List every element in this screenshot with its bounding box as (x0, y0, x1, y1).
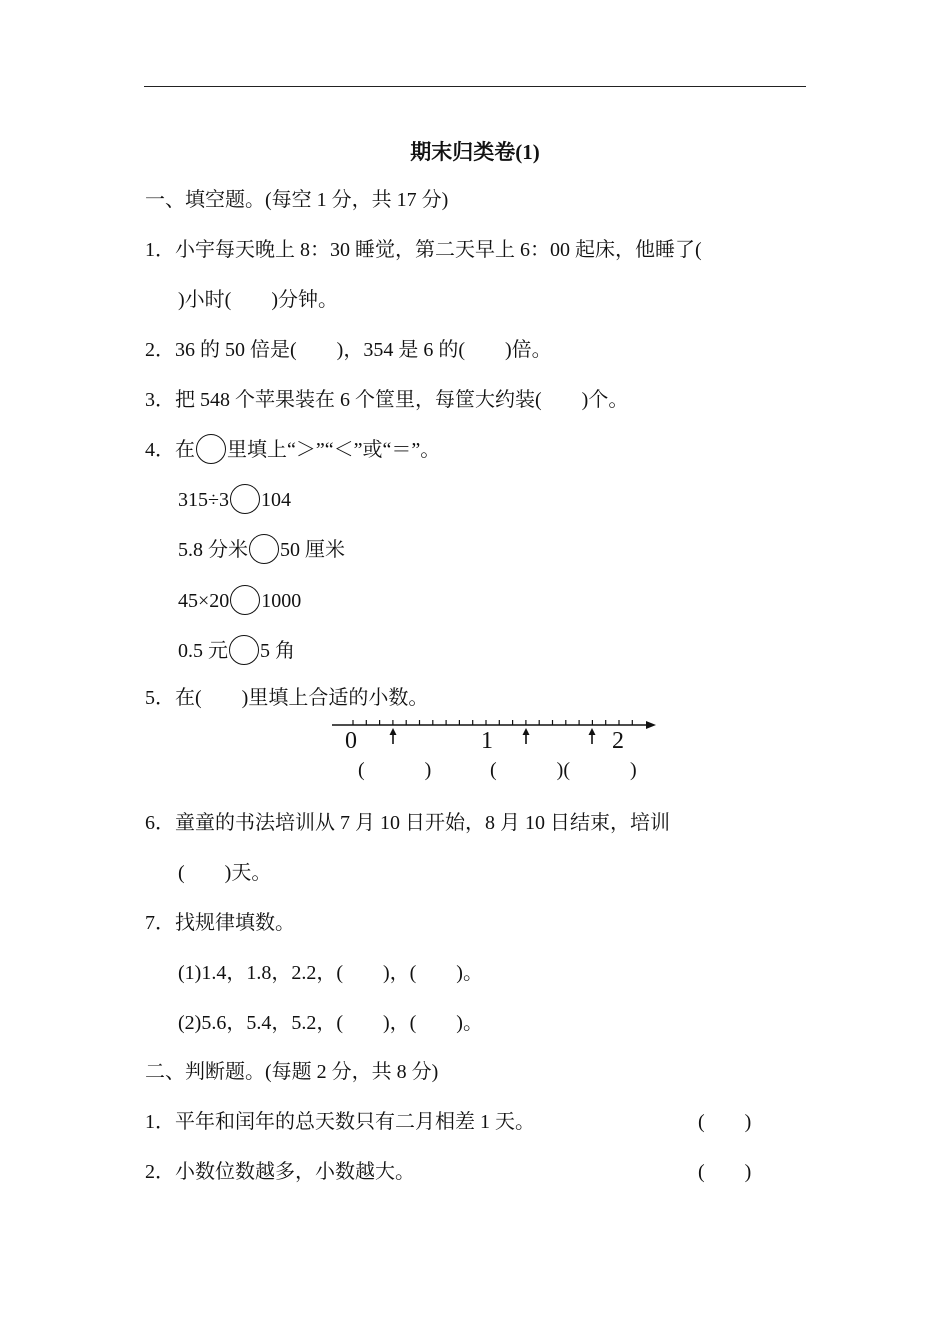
page-title: 期末归类卷(1) (410, 140, 540, 164)
comparison-item-1 (178, 484, 291, 514)
number-line (330, 714, 660, 784)
section1-heading: 一、填空题。(每空 1 分，共 17 分) (145, 189, 449, 211)
comparison-right: 104 (260, 489, 291, 511)
question-3: 3．把 548 个苹果装在 6 个筐里，每筐大约装( )个。 (145, 389, 629, 411)
comparison-item-4 (178, 635, 295, 665)
comparison-right: 50 厘米 (280, 539, 345, 561)
comparison-left: 315÷3 (178, 489, 229, 511)
question-2: 2．36 的 50 倍是( )，354 是 6 的( )倍。 (145, 339, 552, 361)
answer-circle-icon[interactable] (230, 585, 260, 615)
question-7: 7．找规律填数。 (145, 912, 295, 934)
up-arrow-icon (589, 728, 596, 744)
comparison-circle-icon (196, 434, 226, 464)
comparison-left: 45×20 (178, 590, 230, 612)
number-line-label-2: 2 (612, 728, 624, 754)
judge-answer-2[interactable]: ( ) (698, 1161, 752, 1183)
judge-item-1: 1．平年和闰年的总天数只有二月相差 1 天。 (145, 1111, 535, 1133)
number-line-axis (330, 714, 660, 754)
number-line-blank-2[interactable]: ( )( ) (490, 759, 637, 781)
question-4-prefix: 4．在 (145, 439, 195, 461)
question-7-sub-1: (1)1.4，1.8，2.2，( )，( )。 (178, 962, 483, 984)
answer-circle-icon[interactable] (249, 534, 279, 564)
question-7-sub-2: (2)5.6，5.4，5.2，( )，( )。 (178, 1012, 483, 1034)
comparison-right: 5 角 (260, 640, 295, 662)
number-line-blank-1[interactable]: ( ) (358, 759, 432, 781)
question-5: 5．在( )里填上合适的小数。 (145, 687, 429, 709)
judge-item-2: 2．小数位数越多，小数越大。 (145, 1161, 415, 1183)
question-4-suffix: 里填上“＞”“＜”或“＝”。 (227, 439, 441, 461)
comparison-left: 5.8 分米 (178, 539, 248, 561)
arrowhead-icon (646, 721, 656, 729)
question-4 (145, 434, 440, 464)
comparison-right: 1000 (261, 590, 302, 612)
up-arrow-icon (390, 728, 397, 744)
number-line-label-1: 1 (481, 728, 493, 754)
answer-circle-icon[interactable] (230, 484, 260, 514)
question-1-line-2: )小时( )分钟。 (178, 289, 338, 311)
question-1-line-1: 1．小宇每天晚上 8：30 睡觉，第二天早上 6：00 起床，他睡了( (145, 239, 702, 261)
answer-circle-icon[interactable] (229, 635, 259, 665)
comparison-item-2 (178, 534, 345, 564)
comparison-left: 0.5 元 (178, 640, 228, 662)
judge-answer-1[interactable]: ( ) (698, 1111, 752, 1133)
comparison-item-3 (178, 585, 301, 615)
question-6-line-2: ( )天。 (178, 862, 272, 884)
question-6-line-1: 6．童童的书法培训从 7 月 10 日开始，8 月 10 日结束，培训 (145, 812, 670, 834)
number-line-label-0: 0 (345, 728, 357, 754)
header-rule (144, 86, 806, 87)
up-arrow-icon (523, 728, 530, 744)
section2-heading: 二、判断题。(每题 2 分，共 8 分) (145, 1061, 439, 1083)
